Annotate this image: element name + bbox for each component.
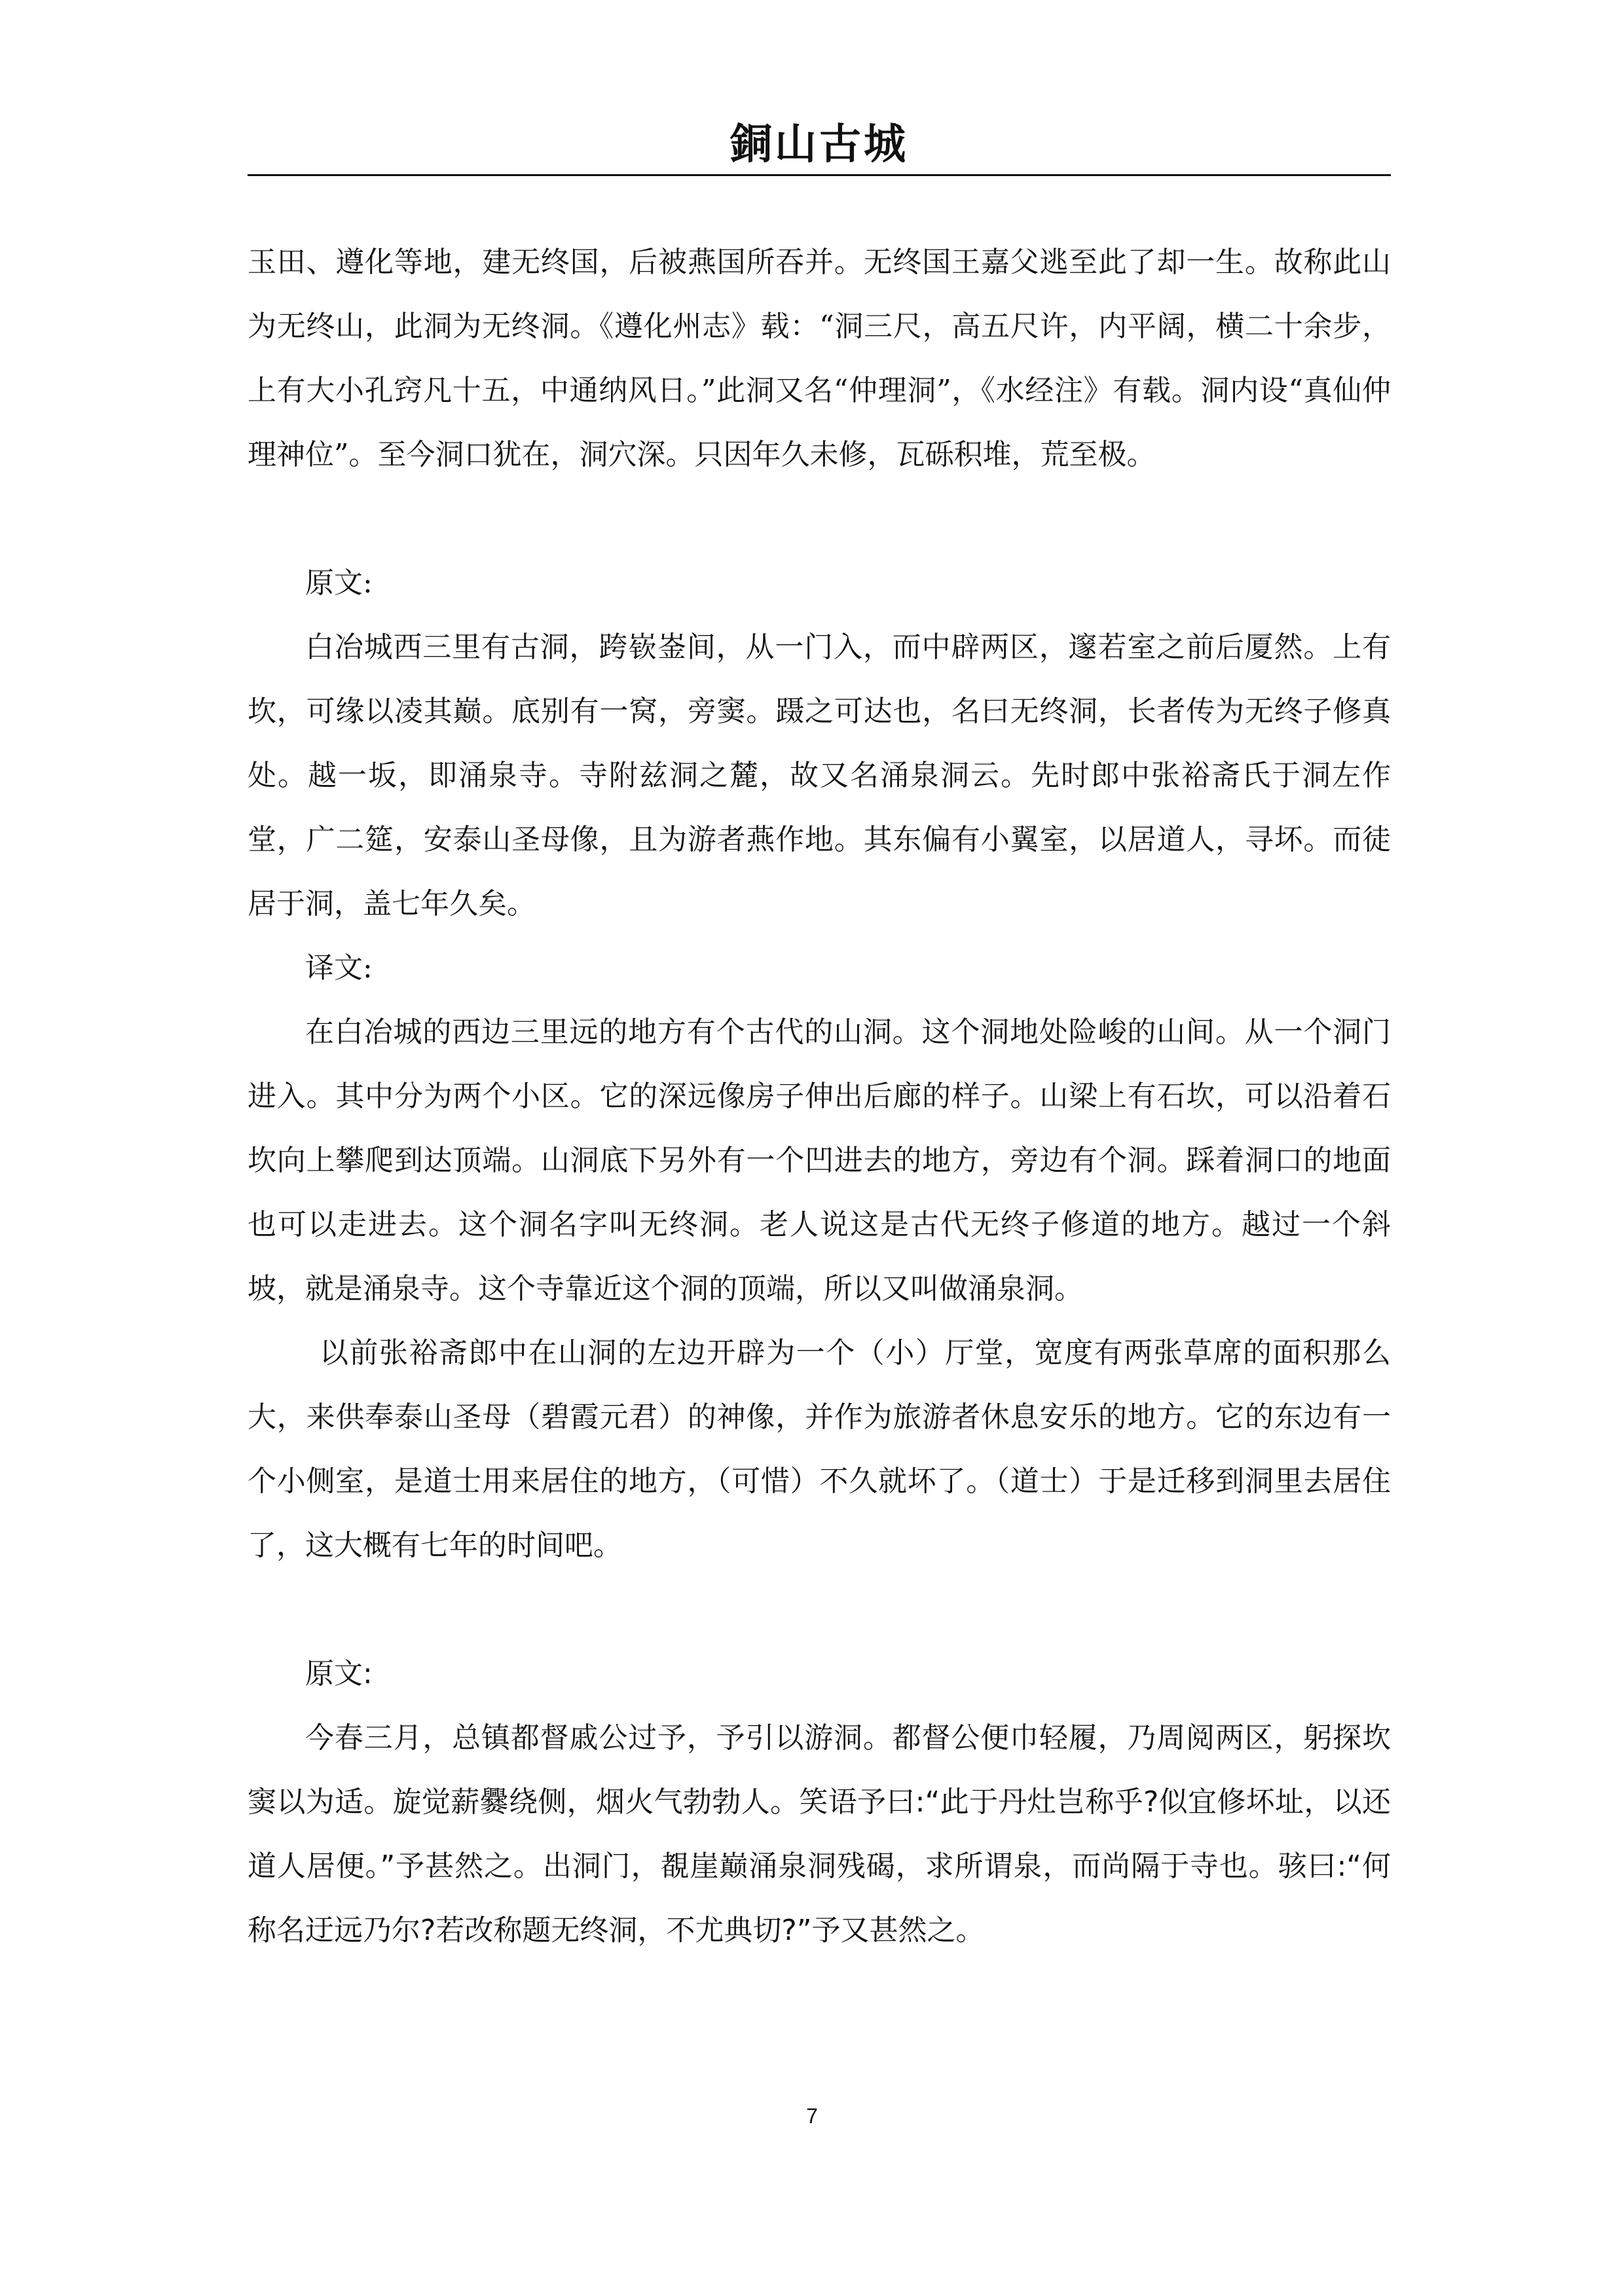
intro-paragraph: 玉田、遵化等地，建无终国，后被燕国所吞并。无终国王嘉父逃至此了却一生。故称此山为无终山，此洞为无终洞。《遵化州志》载：“洞三尺，高五尺许，内平阔，横二十余步，上有大小孔窍凡十五，中通纳风日。”此洞又名“仲理洞”，《水经注》有载。洞内设“真仙仲理神位”。至今洞口犹在，洞穴深。只因年久未修，瓦砾积堆，荒至极。: [248, 246, 1391, 471]
page-number: 7: [806, 2104, 818, 2128]
translation-paragraph: 在白冶城的西边三里远的地方有个古代的山洞。这个洞地处险峻的山间。从一个洞门进入。其中分为两个小区。它的深远像房子伸出后廊的样子。山梁上有石坎，可以沿着石坎向上攀爬到达顶端。山洞底下另外有一个凹进去的地方，旁边有个洞。踩着洞口的地面也可以走进去。这个洞名字叫无终洞。老人说这是古代无终子修道的地方。越过一个斜坡，就是涌泉寺。这个寺靠近这个洞的顶端，所以又叫做涌泉洞。: [248, 1015, 1391, 1305]
header-rule: [248, 174, 1391, 176]
original-label: 原文:: [305, 566, 373, 600]
original-text: 白冶城西三里有古洞，跨嵚崟间，从一门入，而中辟两区，邃若室之前后厦然。上有坎，可缘以凌其巅。底别有一窝，旁窦。蹑之可达也，名曰无终洞，长者传为无终子修真处。越一坂，即涌泉寺。寺附兹洞之麓，故又名涌泉洞云。先时郎中张裕斋氏于洞左作堂，广二筵，安泰山圣母像，且为游者燕作地。其东偏有小翼室，以居道人，寻坏。而徒居于洞，盖七年久矣。: [248, 630, 1391, 920]
document-body: [248, 230, 1391, 1963]
running-header: [248, 115, 1391, 175]
translation-label: 译文:: [305, 951, 373, 985]
original-text: 今春三月，总镇都督戚公过予，予引以游洞。都督公便巾轻履，乃周阅两区，躬探坎窦以为适。旋觉薪爨绕侧，烟火气勃勃人。笑语予曰:“此于丹灶岂称乎?似宜修坏址，以还道人居便。”予甚然之。出洞门，覩崖巅涌泉洞残碣，求所谓泉，而尚隔于寺也。骇曰:“何称名迂远乃尔?若改称题无终洞，不尤典切?”予又甚然之。: [248, 1721, 1391, 1947]
translation-paragraph: 以前张裕斋郎中在山洞的左边开辟为一个（小）厅堂，宽度有两张草席的面积那么大，来供奉泰山圣母（碧霞元君）的神像，并作为旅游者休息安乐的地方。它的东边有一个小侧室，是道士用来居住的地方，（可惜）不久就坏了。（道士）于是迁移到洞里去居住了，这大概有七年的时间吧。: [248, 1336, 1391, 1562]
header-title: 銅山古城: [730, 120, 908, 169]
original-label: 原文:: [305, 1657, 373, 1690]
section-gap: [248, 1578, 1391, 1642]
section-gap: [248, 487, 1391, 551]
